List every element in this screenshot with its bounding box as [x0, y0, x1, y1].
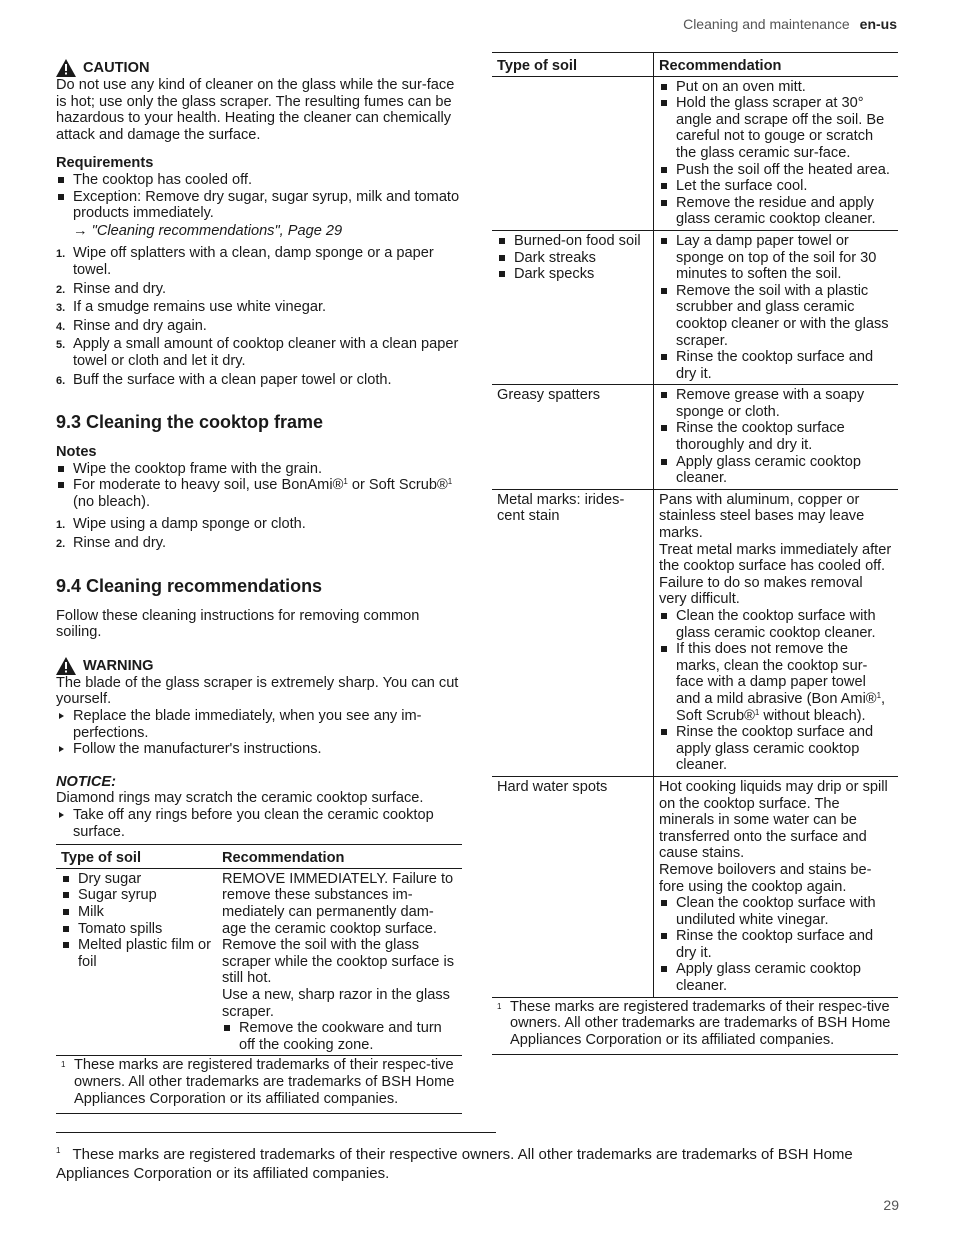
step-item: 3. If a smudge remains use white vinegar.: [56, 299, 327, 316]
requirements-title: Requirements: [56, 155, 154, 172]
notice-text: Diamond rings may scratch the ceramic cooktop surface.: [56, 790, 424, 807]
step-item: 2. Rinse and dry.: [56, 280, 167, 297]
table-row: [492, 385, 898, 490]
recommendation-cell: REMOVE IMMEDIATELY. Failure to remove these substances im-mediately can permanently dam-age the ceramic cooktop surface. Remove the soil with the glass scraper while the cooktop surface is still hot. Use a new, sharp razor in the glass scraper. Remove the cookware and turn off the cooking zone.: [217, 868, 462, 1056]
soil-cell: [492, 230, 654, 384]
left-column: [56, 57, 462, 1114]
page-footnote: [56, 1141, 901, 1183]
list-item: Put on an oven mitt.: [659, 79, 893, 96]
list-item: Let the surface cool.: [659, 178, 893, 195]
list-item: Rinse the cooktop surface and dry it.: [659, 928, 893, 961]
step-item: 1. Wipe using a damp sponge or cloth.: [56, 516, 306, 533]
list-item: For moderate to heavy soil, use BonAmi®$^1$ or Soft Scrub®$^1$ (no bleach).: [56, 477, 462, 510]
table-row: [492, 76, 898, 230]
list-item: Melted plastic film or foil: [61, 937, 212, 970]
list-item: Tomato spills: [61, 921, 212, 938]
caution-text: Do not use any kind of cleaner on the glass while the sur-face is hot; use only the glass scraper. The resulting fumes can be hazardous to your health. Heating the cleaner can chemically attack and damage the surface.: [56, 77, 455, 143]
table-row: [56, 868, 462, 1056]
header-section: Cleaning and maintenance: [683, 16, 850, 32]
column-header: Type of soil: [56, 845, 217, 869]
notice-actions: [56, 807, 462, 840]
table-row: [492, 230, 898, 384]
list-item: Take off any rings before you clean the ceramic cooktop surface.: [56, 807, 462, 840]
footnote-mark: 1: [447, 477, 453, 487]
step-item: 1. Wipe off splatters with a clean, damp sponge or a paper towel.: [56, 245, 434, 278]
table-footnote: These marks are registered trademarks of their respec-tive owners. All other trademarks are trademarks of BSH Home Appliances Corporation or its affiliated companies.: [510, 998, 891, 1048]
soil-cell: Metal marks: irides-cent stain: [492, 489, 654, 776]
cross-reference-link[interactable]: → "Cleaning recommendations", Page 29: [73, 222, 343, 239]
recommendation-cell: [654, 76, 899, 230]
list-item: Lay a damp paper towel or sponge on top of the soil for 30 minutes to soften the soil.: [659, 233, 893, 283]
list-item: Remove the cookware and turn off the cooking zone.: [222, 1020, 457, 1053]
list-item: Dark specks: [497, 266, 648, 283]
section-intro: Follow these cleaning instructions for removing common soiling.: [56, 607, 420, 641]
column-header: Recommendation: [217, 845, 462, 869]
warning-label: WARNING: [83, 657, 154, 674]
step-item: 2. Rinse and dry.: [56, 535, 167, 552]
list-item: Remove the residue and apply glass ceramic cooktop cleaner.: [659, 195, 893, 228]
warning-triangle-icon: [56, 657, 76, 675]
list-item: Wipe the cooktop frame with the grain.: [56, 461, 462, 478]
warning-actions: [56, 708, 462, 758]
warning-block: [56, 657, 462, 758]
table-row: [492, 489, 898, 776]
soil-cell: [56, 868, 217, 1056]
soil-cell: [492, 76, 654, 230]
running-header: [683, 16, 897, 33]
caution-label: CAUTION: [83, 59, 150, 76]
list-item: Follow the manufacturer's instructions.: [56, 741, 462, 758]
table-row: [492, 776, 898, 997]
soil-cell: Greasy spatters: [492, 385, 654, 490]
notice-block: [56, 774, 462, 840]
cleaning-steps: [56, 245, 462, 388]
warning-triangle-icon: [56, 59, 76, 77]
step-item: 4. Rinse and dry again.: [56, 317, 207, 334]
recommendation-cell: [654, 230, 899, 384]
recommendation-cell: Pans with aluminum, copper or stainless steel bases may leave marks. Treat metal marks immediately after the cooktop surface has cooled off. Failure to do so makes removal very difficult. Clean the cooktop surface with glass ceramic cooktop cleaner. If this does not remove the marks, clean the cooktop sur-face with a damp paper towel and a mild abrasive (Bon Ami®$^1$, Soft Scrub®$^1$ without bleach). Rinse the cooktop surface and apply glass ceramic cooktop cleaner.: [654, 489, 899, 776]
header-language: en-us: [859, 16, 897, 32]
section-heading-9-3: 9.3 Cleaning the cooktop frame: [56, 412, 324, 433]
list-item: Exception: Remove dry sugar, sugar syrup, milk and tomato products immediately.: [56, 189, 462, 222]
column-header: Type of soil: [492, 53, 654, 77]
table-footnote-row: 1 These marks are registered trademarks of their respec-tive owners. All other trademarks are trademarks of BSH Home Appliances Corporation or its affiliated companies.: [56, 1056, 462, 1114]
list-item: Replace the blade immediately, when you see any im-perfections.: [56, 708, 462, 741]
list-item: Burned-on food soil: [497, 233, 648, 250]
list-item: Milk: [61, 904, 212, 921]
list-item: The cooktop has cooled off.: [56, 172, 462, 189]
soil-table-right: [492, 52, 898, 1055]
list-item: Push the soil off the heated area.: [659, 162, 893, 179]
list-item: Rinse the cooktop surface and apply glass ceramic cooktop cleaner.: [659, 724, 893, 774]
list-item: Clean the cooktop surface with undiluted white vinegar.: [659, 895, 893, 928]
notice-label: NOTICE:: [56, 773, 116, 790]
soil-cell: Hard water spots: [492, 776, 654, 997]
notes-list: [56, 461, 462, 511]
right-column: [492, 52, 898, 1055]
soil-table-left: [56, 844, 462, 1114]
footnote-mark: 1: [56, 1146, 61, 1155]
warning-text: The blade of the glass scraper is extremely sharp. You can cut yourself.: [56, 674, 459, 708]
list-item: If this does not remove the marks, clean the cooktop sur-face with a damp paper towel and a mild abrasive (Bon Ami®$^1$, Soft Scrub®$^1$ without bleach).: [659, 641, 893, 724]
list-item: Sugar syrup: [61, 887, 212, 904]
list-item: Rinse the cooktop surface and dry it.: [659, 349, 893, 382]
list-item: Dark streaks: [497, 250, 648, 267]
list-item: Clean the cooktop surface with glass ceramic cooktop cleaner.: [659, 608, 893, 641]
section-heading-9-4: 9.4 Cleaning recommendations: [56, 575, 323, 596]
column-header: Recommendation: [654, 53, 899, 77]
list-item: Dry sugar: [61, 871, 212, 888]
frame-steps: [56, 516, 462, 551]
footnote-mark: 1: [754, 707, 760, 717]
list-item: Rinse the cooktop surface thoroughly and dry it.: [659, 420, 893, 453]
footnote-divider: [56, 1132, 496, 1133]
table-footnote-row: 1 These marks are registered trademarks of their respec-tive owners. All other trademarks are trademarks of BSH Home Appliances Corporation or its affiliated companies.: [492, 997, 898, 1055]
footnote-mark: 1: [343, 477, 348, 487]
page-number: 29: [883, 1197, 899, 1213]
requirements-list: [56, 172, 462, 222]
step-item: 6. Buff the surface with a clean paper towel or cloth.: [56, 371, 392, 388]
list-item: Hold the glass scraper at 30° angle and scrape off the soil. Be careful not to gouge or scratch the glass ceramic sur-face.: [659, 95, 893, 161]
table-footnote: These marks are registered trademarks of their respec-tive owners. All other trademarks are trademarks of BSH Home Appliances Corporation or its affiliated companies.: [74, 1057, 455, 1107]
list-item: Remove grease with a soapy sponge or cloth.: [659, 387, 893, 420]
list-item: Apply glass ceramic cooktop cleaner.: [659, 454, 893, 487]
notes-title: Notes: [56, 444, 97, 461]
recommendation-cell: [654, 385, 899, 490]
page-footnote-text: These marks are registered trademarks of their respective owners. All other trademarks are trademarks of BSH Home Appliances Corporation or its affiliated companies.: [56, 1146, 853, 1182]
list-item: Apply glass ceramic cooktop cleaner.: [659, 961, 893, 994]
caution-block: [56, 59, 462, 143]
step-item: 5. Apply a small amount of cooktop cleaner with a clean paper towel or cloth and let it dry.: [56, 336, 459, 369]
footnote-mark: 1: [876, 690, 882, 700]
recommendation-cell: Hot cooking liquids may drip or spill on the cooktop surface. The minerals in some water can be transferred onto the surface and cause stains. Remove boilovers and stains be-fore using the cooktop again. Clean the cooktop surface with undiluted white vinegar. Rinse the cooktop surface and dry it. Apply glass ceramic cooktop cleaner.: [654, 776, 899, 997]
list-item: Remove the soil with a plastic scrubber and glass ceramic cooktop cleaner or with the glass scraper.: [659, 283, 893, 349]
